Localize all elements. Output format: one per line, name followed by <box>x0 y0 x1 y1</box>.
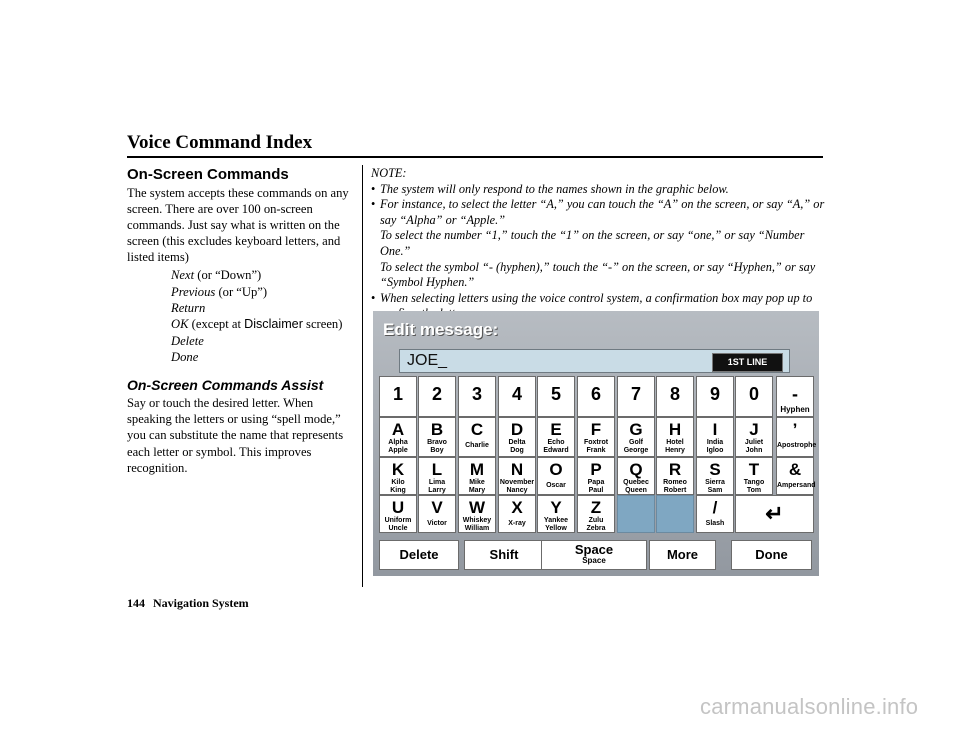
key-character: 5 <box>550 384 561 404</box>
key-foxtrot[interactable] <box>577 417 615 457</box>
key-phonetic-label: X-ray <box>508 520 526 527</box>
key-character: M <box>469 460 485 479</box>
key-india[interactable] <box>696 417 734 457</box>
key-phonetic-label: Golf George <box>623 439 649 454</box>
key-phonetic-label: Alpha Apple <box>388 439 408 454</box>
key-character: 3 <box>471 384 482 404</box>
watermark: carmanualsonline.info <box>700 694 919 719</box>
key-charlie[interactable] <box>458 417 496 457</box>
key-bravo[interactable] <box>418 417 456 457</box>
key-apostrophe[interactable] <box>776 417 817 457</box>
key-alpha[interactable] <box>379 417 417 457</box>
key-character: T <box>748 460 760 479</box>
note-text: When selecting letters using the voice control system, a confirmation box may pop up to <box>380 290 813 305</box>
blank-key[interactable] <box>617 495 655 533</box>
key-romeo[interactable] <box>656 457 694 495</box>
key-phonetic-label: Echo Edward <box>543 439 569 454</box>
key-character: S <box>709 460 721 479</box>
key-character: U <box>391 498 405 517</box>
key-whiskey[interactable] <box>458 495 496 533</box>
note-text: To select the number “1,” touch the “1” on the screen, or say “one,” or say “Number One.” <box>380 228 805 258</box>
page-number: 144 <box>127 596 145 610</box>
note-bullet <box>371 197 826 228</box>
space-label: Space <box>574 542 614 557</box>
key-phonetic-label: Bravo Boy <box>427 439 447 454</box>
key-mike[interactable] <box>458 457 496 495</box>
key-phonetic-label: Charlie <box>465 442 489 449</box>
disclaimer-word: Disclaimer <box>244 317 303 332</box>
key-character: O <box>549 460 563 479</box>
key-character: N <box>510 460 524 479</box>
command-note: (or “Down”) <box>197 268 262 283</box>
key-number-4[interactable] <box>498 376 536 417</box>
command-note-post: screen) <box>302 317 343 332</box>
command-word: OK <box>171 317 189 332</box>
key-phonetic-label: Kilo King <box>390 479 406 494</box>
key-hotel[interactable] <box>656 417 694 457</box>
shift-button[interactable]: Shift <box>464 540 544 570</box>
key-papa[interactable] <box>577 457 615 495</box>
title-rule <box>127 156 823 158</box>
key-phonetic-label: Papa Paul <box>587 479 605 494</box>
key-character: Z <box>590 498 602 517</box>
key-phonetic-label: Mike Mary <box>468 479 486 494</box>
subsection-heading: On-Screen Commands Assist <box>127 377 324 394</box>
key-phonetic-label: Juliet John <box>744 439 764 454</box>
key-yankee[interactable] <box>537 495 575 533</box>
key-character: G <box>629 420 643 439</box>
space-sublabel: Space <box>582 556 606 565</box>
note-bullet <box>371 182 826 198</box>
key-character: L <box>431 460 443 479</box>
key-tango[interactable] <box>735 457 773 495</box>
note-text: The system will only respond to the names shown in the graphic below. <box>380 181 729 196</box>
key-number-3[interactable] <box>458 376 496 417</box>
key-juliet[interactable] <box>735 417 773 457</box>
key-sierra[interactable] <box>696 457 734 495</box>
key-character: H <box>668 420 682 439</box>
note-block <box>371 166 826 322</box>
command-item <box>171 300 355 316</box>
key-echo[interactable] <box>537 417 575 457</box>
page-title: Voice Command Index <box>127 132 313 153</box>
delete-button[interactable]: Delete <box>379 540 459 570</box>
key-number-9[interactable] <box>696 376 734 417</box>
command-word: Delete <box>171 333 204 348</box>
key-phonetic-label: Hotel Henry <box>665 439 685 454</box>
key-delta[interactable] <box>498 417 536 457</box>
key-november[interactable] <box>498 457 536 495</box>
bullet-icon: • <box>371 197 376 212</box>
key-phonetic-label: Slash <box>705 520 725 527</box>
key-character: 0 <box>748 384 759 404</box>
key-character: / <box>712 498 718 517</box>
key-ampersand[interactable] <box>776 457 814 495</box>
section-heading: On-Screen Commands <box>127 166 289 183</box>
key-character: Y <box>550 498 562 517</box>
enter-icon: ↵ <box>765 501 784 526</box>
bullet-icon: • <box>371 181 376 196</box>
key-character: - <box>792 384 798 404</box>
key-character: 1 <box>392 384 403 404</box>
key-phonetic-label: Hyphen <box>780 405 810 414</box>
key-victor[interactable] <box>418 495 456 533</box>
key-phonetic-label: November Nancy <box>499 479 535 494</box>
key-phonetic-label: India Igloo <box>706 439 724 454</box>
message-entry-value: JOE_ <box>407 352 448 369</box>
key-character: V <box>431 498 443 517</box>
command-word: Return <box>171 301 206 316</box>
key-phonetic-label: Oscar <box>546 482 566 489</box>
key-oscar[interactable] <box>537 457 575 495</box>
command-word: Previous <box>171 284 216 299</box>
key-character: B <box>430 420 444 439</box>
key-character: R <box>668 460 682 479</box>
first-line-button[interactable]: 1ST LINE <box>712 353 783 372</box>
keyboard-title: Edit message: <box>383 320 499 339</box>
intro-paragraph: The system accepts these commands on any screen. There are over 100 on-screen commands. Just say what is written on the screen (this excludes keyboard letters, and listed items) <box>127 186 349 265</box>
key-character: 6 <box>590 384 601 404</box>
note-label: NOTE: <box>371 166 407 180</box>
key-character: ’ <box>792 420 798 439</box>
key-phonetic-label: Ampersand <box>777 482 816 489</box>
footer-label: Navigation System <box>153 596 249 610</box>
key-phonetic-label: Apostrophe <box>777 442 817 449</box>
command-note-pre: (except at <box>191 317 245 332</box>
key-character: E <box>550 420 562 439</box>
assist-paragraph: Say or touch the desired letter. When speaking the letters or using “spell mode,” you can substitute the name that represents each letter or symbol. This improves recognition. <box>127 396 344 475</box>
key-character: P <box>590 460 602 479</box>
command-item <box>171 316 355 332</box>
done-button[interactable]: Done <box>731 540 812 570</box>
key-character: C <box>470 420 484 439</box>
key-phonetic-label: Zulu Zebra <box>586 517 606 532</box>
more-button[interactable]: More <box>649 540 716 570</box>
key-phonetic-label: Uniform Uncle <box>384 517 412 532</box>
key-golf[interactable] <box>617 417 655 457</box>
command-list <box>171 267 355 365</box>
key-phonetic-label: Lima Larry <box>428 479 446 494</box>
keyboard-screen <box>373 311 819 576</box>
key-character: K <box>391 460 405 479</box>
key-number-6[interactable] <box>577 376 615 417</box>
key-character: F <box>590 420 602 439</box>
command-item <box>171 333 355 349</box>
message-entry-field[interactable] <box>399 349 790 373</box>
key-character: 8 <box>669 384 680 404</box>
key-number-8[interactable] <box>656 376 694 417</box>
bullet-icon: • <box>371 290 376 305</box>
key-uniform[interactable] <box>379 495 417 533</box>
left-column <box>127 166 355 476</box>
command-word: Done <box>171 349 199 364</box>
command-item <box>171 349 355 365</box>
key-character: 4 <box>511 384 522 404</box>
key-phonetic-label: Tango Tom <box>743 479 765 494</box>
note-text: For instance, to select the letter “A,” you can touch the “A” on the screen, or say “A,” or say “Alpha” or “Apple.” <box>380 197 825 227</box>
column-divider <box>362 165 363 587</box>
key-phonetic-label: Yankee Yellow <box>543 517 569 532</box>
key-kilo[interactable] <box>379 457 417 495</box>
key-zulu[interactable] <box>577 495 615 533</box>
key-phonetic-label: Romeo Robert <box>663 479 687 494</box>
key-character: J <box>749 420 759 439</box>
command-word: Next <box>171 268 195 283</box>
key-phonetic-label: Delta Dog <box>508 439 526 454</box>
key-number-7[interactable] <box>617 376 655 417</box>
key-character: W <box>468 498 486 517</box>
key-number-2[interactable] <box>418 376 456 417</box>
note-text: To select the symbol “- (hyphen),” touch the “-” on the screen, or say “Hyphen,” or say “Symbol Hyphen.” <box>380 259 816 290</box>
key-phonetic-label: Victor <box>427 520 447 527</box>
key-phonetic-label: Quebec Queen <box>623 479 649 494</box>
key-character: Q <box>629 460 643 479</box>
key-x-ray[interactable] <box>498 495 536 533</box>
key-lima[interactable] <box>418 457 456 495</box>
key-number-0[interactable] <box>735 376 773 417</box>
key-phonetic-label: Foxtrot Frank <box>583 439 609 454</box>
command-item <box>171 267 355 283</box>
key-character: 2 <box>431 384 442 404</box>
key-hyphen[interactable] <box>776 376 814 417</box>
key-character: X <box>511 498 523 517</box>
command-note: (or “Up”) <box>218 284 268 299</box>
enter-key[interactable] <box>735 495 814 533</box>
blank-key[interactable] <box>656 495 694 533</box>
page-footer <box>127 596 257 611</box>
key-character: 9 <box>709 384 720 404</box>
key-character: D <box>510 420 524 439</box>
space-button[interactable] <box>541 540 647 570</box>
key-phonetic-label: Whiskey William <box>462 517 492 532</box>
key-number-5[interactable] <box>537 376 575 417</box>
key-character: 7 <box>630 384 641 404</box>
key-character: I <box>712 420 718 439</box>
key-number-1[interactable] <box>379 376 417 417</box>
command-note <box>192 317 343 331</box>
key-phonetic-label: Sierra Sam <box>705 479 725 494</box>
command-item <box>171 284 355 300</box>
key-quebec[interactable] <box>617 457 655 495</box>
key-character: & <box>788 460 802 479</box>
key-character: A <box>391 420 405 439</box>
key-slash[interactable] <box>696 495 734 533</box>
